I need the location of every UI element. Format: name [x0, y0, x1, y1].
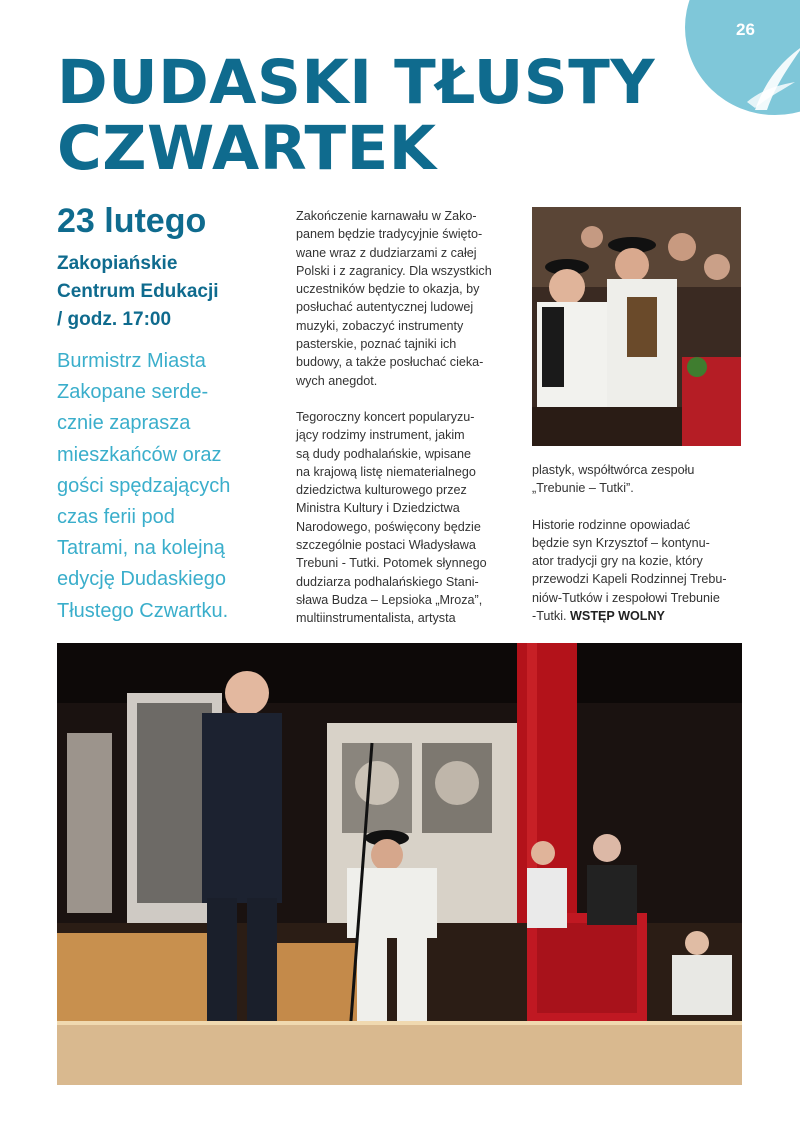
- intro-line: Zakopane serde-: [57, 381, 209, 404]
- photo-concert-stage: [57, 643, 742, 1085]
- article-paragraph: Tegoroczny koncert popularyzu- jący rodzimy instrument, jakim są dudy podhalańskie, wpisane na krajową listę niematerialnego dziedzictwa kulturowego przez Ministra Kultury i Dziedzictwa Narodowego, poświęcony będzie szczególnie postaci Władysława Trebuni - Tutki. Potomek słynnego dudziarza podhalańskiego Stani- sława Budza – Lepsioka „Mroza”, multiinstrumentalista, artysta: [296, 409, 487, 626]
- event-date: 23 lutego: [57, 202, 207, 240]
- title-line-1: DUDASKI TŁUSTY: [57, 47, 655, 118]
- intro-line: mieszkańców oraz: [57, 443, 222, 466]
- article-column-1: [296, 207, 518, 646]
- venue-line: Centrum Edukacji: [57, 281, 219, 302]
- title-line-2: CZWARTEK: [57, 113, 437, 184]
- event-venue: [57, 250, 267, 334]
- intro-line: Tłustego Czwartku.: [57, 599, 229, 622]
- intro-line: Burmistrz Miasta: [57, 350, 206, 372]
- intro-line: edycję Dudaskiego: [57, 568, 226, 591]
- page-title: [57, 47, 655, 184]
- page-number: 26: [736, 20, 755, 39]
- article-column-2: [532, 461, 748, 643]
- intro-line: gości spędzających: [57, 474, 231, 497]
- admission-note: WSTĘP WOLNY: [570, 609, 665, 624]
- article-paragraph: plastyk, współtwórca zespołu „Trebunie – Tutki”.: [532, 463, 695, 496]
- article-paragraph: Historie rodzinne opowiadać będzie syn Krzysztof – kontynu- ator tradycji gry na kozie, który przewodzi Kapeli Rodzinnej Trebu- niów-Tutków i zespołowi Trebunie -Tutki. WSTĘP WOLNY: [532, 517, 727, 624]
- intro-line: Tatrami, na kolejną: [57, 537, 225, 560]
- intro-line: cznie zaprasza: [57, 412, 191, 435]
- article-paragraph: Zakończenie karnawału w Zako- panem będzie tradycyjnie święto- wane wraz z dudziarzami z całej Polski i z zagranicy. Dla wszystkich uczestników będzie to okazja, by posłuchać autentycznej ludowej muzyki, zobaczyć instrumenty pasterskie, poznać tajniki ich budowy, a także posłuchać cieka- wych anegdot.: [296, 209, 492, 388]
- intro-line: czas ferii pod: [57, 506, 175, 529]
- venue-line: Zakopiańskie: [57, 253, 178, 274]
- photo-musicians-portrait: [532, 207, 741, 446]
- intro-text: [57, 346, 282, 627]
- event-time: / godz. 17:00: [57, 309, 172, 330]
- leaf-icon: [745, 42, 800, 112]
